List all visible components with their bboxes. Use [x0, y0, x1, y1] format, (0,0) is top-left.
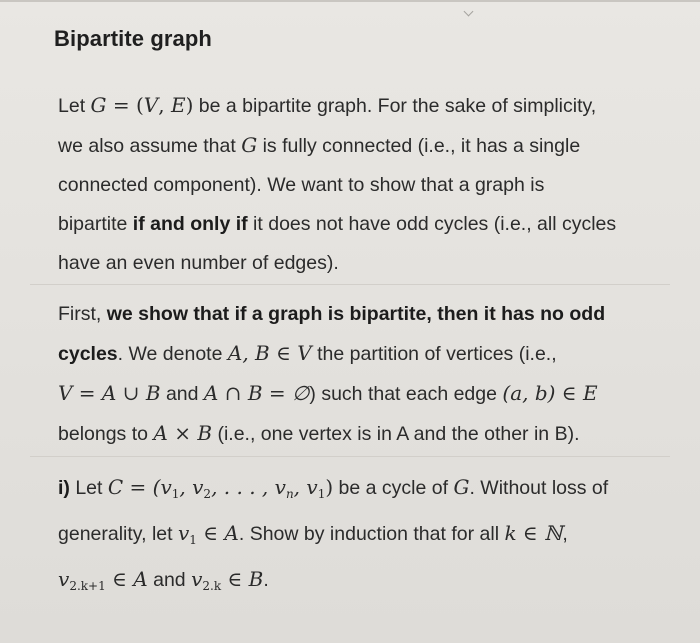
question-line-3: $v_{2.k+1}$ ∈ A and $v_{2.k}$ ∈ B. — [58, 567, 269, 593]
question-line-2: generality, let $v_1$ ∈ A. Show by induction that for all k ∈ ℕ, — [58, 521, 568, 547]
divider — [30, 456, 670, 457]
first-line-4: belongs to A × B (i.e., one vertex is in A and the other in B). — [58, 421, 580, 445]
top-edge-line — [0, 0, 700, 2]
problem-card — [30, 4, 670, 634]
question-line-1: i) Let $C = (v_1$, $v_2$, . . . , $v_n$, $v_1$) be a cycle of G. Without loss of — [58, 475, 609, 501]
paragraph-question-i — [58, 468, 668, 606]
intro-line-1: Let G = (V, E) be a bipartite graph. For the sake of simplicity, — [58, 93, 597, 117]
intro-line-3: connected component). We want to show that a graph is — [58, 174, 545, 196]
first-line-3: V = A ∪ B and A ∩ B = ∅) such that each edge (a, b) ∈ E — [58, 381, 598, 405]
first-line-1: First, we show that if a graph is bipartite, then it has no odd — [58, 303, 606, 325]
paragraph-intro — [58, 86, 668, 283]
page-title: Bipartite graph — [54, 26, 212, 51]
divider — [30, 284, 670, 285]
intro-line-5: have an even number of edges). — [58, 252, 339, 274]
first-line-2: cycles. We denote A, B ∈ V the partition of vertices (i.e., — [58, 341, 557, 365]
paragraph-first-direction — [58, 295, 668, 454]
intro-line-2: we also assume that G is fully connected (i.e., it has a single — [58, 133, 581, 157]
intro-line-4: bipartite if and only if it does not have odd cycles (i.e., all cycles — [58, 213, 617, 235]
